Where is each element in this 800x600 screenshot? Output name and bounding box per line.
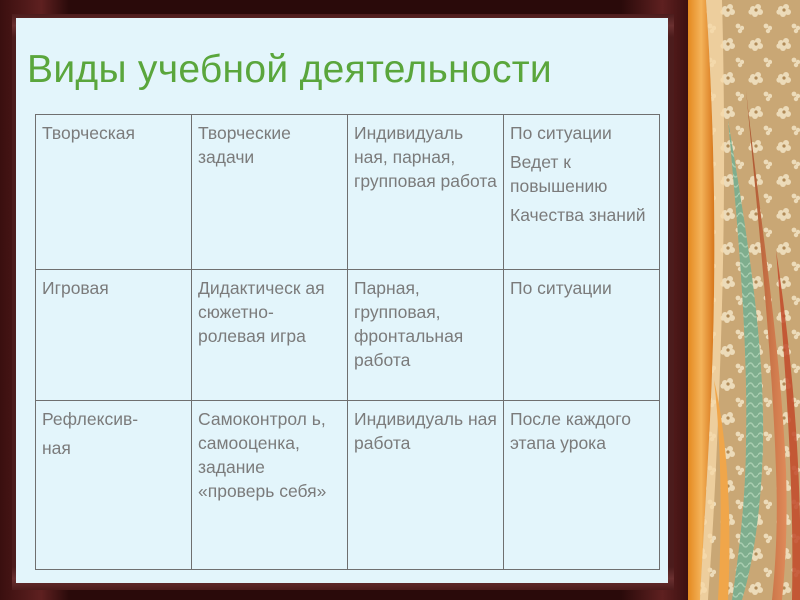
cell-text: Творческая [42,123,135,143]
cell-text: Индивидуаль ная, парная, групповая работа [354,123,497,191]
table-cell-form [348,270,504,401]
cell-text: По ситуации [510,123,612,143]
cell-text: Рефлексив- [42,409,139,429]
activity-table [35,114,660,570]
table-cell-when [504,115,660,270]
cell-text: Качества знаний [510,205,646,225]
cell-text: После каждого этапа урока [510,409,632,453]
table-row [36,401,660,570]
cell-text: Ведет к повышению [510,152,608,196]
slide-title: Виды учебной деятельности [27,48,553,91]
cell-text: Игровая [42,278,109,298]
table-row [36,270,660,401]
cell-text: Самоконтрол ь, самооценка, задание «проверь себя» [198,409,327,501]
cell-text: Индивидуаль ная работа [354,409,497,453]
table-cell-type [36,401,192,570]
table-cell-type [36,270,192,401]
cell-text: ная [42,438,71,458]
cell-text: Дидактическ ая сюжетно-ролевая игра [198,278,325,346]
table-cell-type [36,115,192,270]
decorative-side-art [688,0,800,600]
table-cell-form [348,401,504,570]
table-cell-when [504,270,660,401]
cell-text: По ситуации [510,278,612,298]
table-cell-methods [192,115,348,270]
table-cell-form [348,115,504,270]
table-cell-methods [192,401,348,570]
table-cell-when [504,401,660,570]
table-row [36,115,660,270]
cell-text: Творческие задачи [198,123,291,167]
table-cell-methods [192,270,348,401]
cell-text: Парная, групповая, фронтальная работа [354,278,464,370]
